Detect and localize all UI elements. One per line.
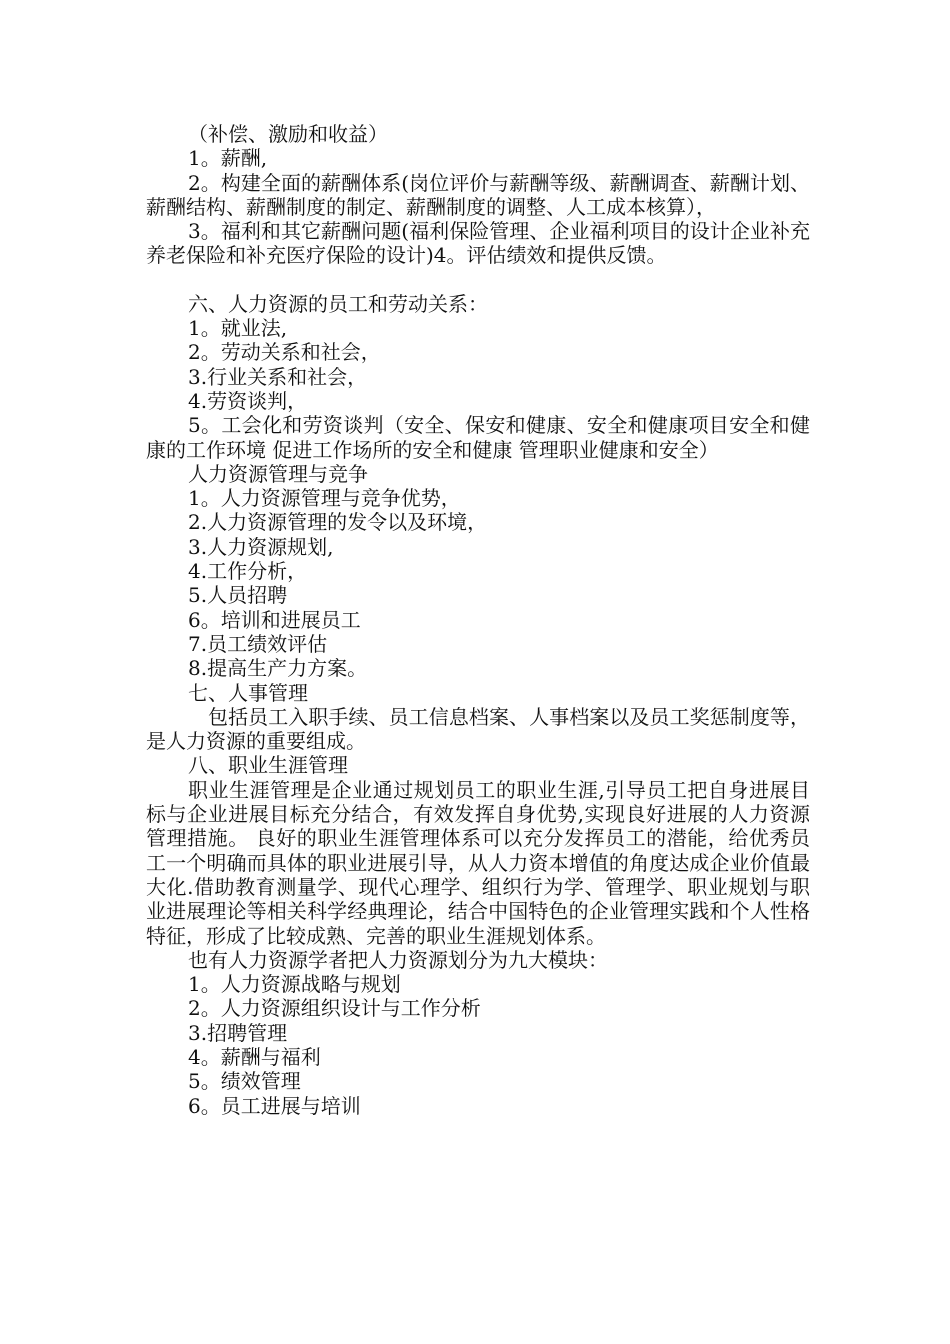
paragraph-item-employment-law: 1。就业法, bbox=[188, 316, 288, 341]
paragraph-item-labor-relations: 2。劳动关系和社会， bbox=[188, 340, 381, 365]
paragraph-item-welfare: 3。福利和其它薪酬问题(福利保险管理、企业福利项目的设计企业补充养老保险和补充医疗保险的设计)4。评估绩效和提供反馈。 bbox=[146, 219, 810, 268]
paragraph-career-management: 职业生涯管理是企业通过规划员工的职业生涯,引导员工把自身进展目标与企业进展目标充分结合，有效发挥自身优势,实现良好进展的人力资源管理措施。 良好的职业生涯管理体系可以充分发挥员工的潜能，给优秀员工一个明确而具体的职业进展引导，从人力资本增值的角度达成企业价值最大化.借助教育测量学、现代心理学、组织行为学、管理学、职业规划与职业进展理论等相关科学经典理论，结合中国特色的企业管理实践和个人性格特征，形成了比较成熟、完善的职业生涯规划体系。 bbox=[146, 777, 810, 948]
paragraph-item-industry-relations: 3.行业关系和社会， bbox=[188, 364, 368, 389]
blank-line bbox=[146, 268, 810, 292]
paragraph-hrm-competition-heading: 人力资源管理与竞争 bbox=[188, 461, 368, 486]
paragraph-item-job-analysis: 4.工作分析， bbox=[188, 559, 308, 584]
document-body bbox=[146, 122, 810, 1118]
paragraph-personnel-management: 包括员工入职手续、员工信息档案、人事档案以及员工奖惩制度等，是人力资源的重要组成。 bbox=[146, 704, 810, 754]
paragraph-item-planning: 3.人力资源规划, bbox=[188, 534, 334, 559]
section-heading-seven: 七、人事管理 bbox=[188, 680, 308, 705]
paragraph-module-development: 6。员工进展与培训 bbox=[188, 1093, 361, 1118]
section-heading-six: 六、人力资源的员工和劳动关系： bbox=[188, 291, 488, 316]
paragraph-item-training: 6。培训和进展员工 bbox=[188, 607, 361, 632]
paragraph-item-recruitment: 5.人员招聘 bbox=[188, 583, 288, 608]
paragraph-item-union: 5。工会化和劳资谈判（安全、保安和健康、安全和健康项目安全和健康的工作环境 促进工作场所的安全和健康 管理职业健康和安全） bbox=[146, 413, 810, 462]
paragraph-module-strategy: 1。人力资源战略与规划 bbox=[188, 972, 401, 997]
paragraph-item-productivity: 8.提高生产力方案。 bbox=[188, 656, 368, 681]
paragraph-item-salary: 1。薪酬, bbox=[188, 146, 268, 171]
paragraph-module-compensation: 4。薪酬与福利 bbox=[188, 1044, 321, 1069]
paragraph-module-recruitment: 3.招聘管理 bbox=[188, 1020, 288, 1045]
section-heading-eight: 八、职业生涯管理 bbox=[188, 753, 348, 778]
paragraph-module-performance: 5。绩效管理 bbox=[188, 1069, 301, 1094]
paragraph-item-environment: 2.人力资源管理的发令以及环境， bbox=[188, 510, 488, 535]
paragraph-item-salary-system: 2。构建全面的薪酬体系(岗位评价与薪酬等级、薪酬调查、薪酬计划、薪酬结构、薪酬制度的制定、薪酬制度的调整、人工成本核算）， bbox=[146, 170, 810, 219]
paragraph-nine-modules-intro: 也有人力资源学者把人力资源划分为九大模块： bbox=[188, 947, 608, 972]
paragraph-item-evaluation: 7.员工绩效评估 bbox=[188, 631, 328, 656]
paragraph-compensation-heading: （补偿、激励和收益） bbox=[188, 122, 388, 146]
paragraph-item-negotiation: 4.劳资谈判， bbox=[188, 388, 308, 413]
paragraph-item-competitive-advantage: 1。人力资源管理与竞争优势， bbox=[188, 486, 461, 511]
paragraph-module-org-design: 2。人力资源组织设计与工作分析 bbox=[188, 996, 481, 1021]
